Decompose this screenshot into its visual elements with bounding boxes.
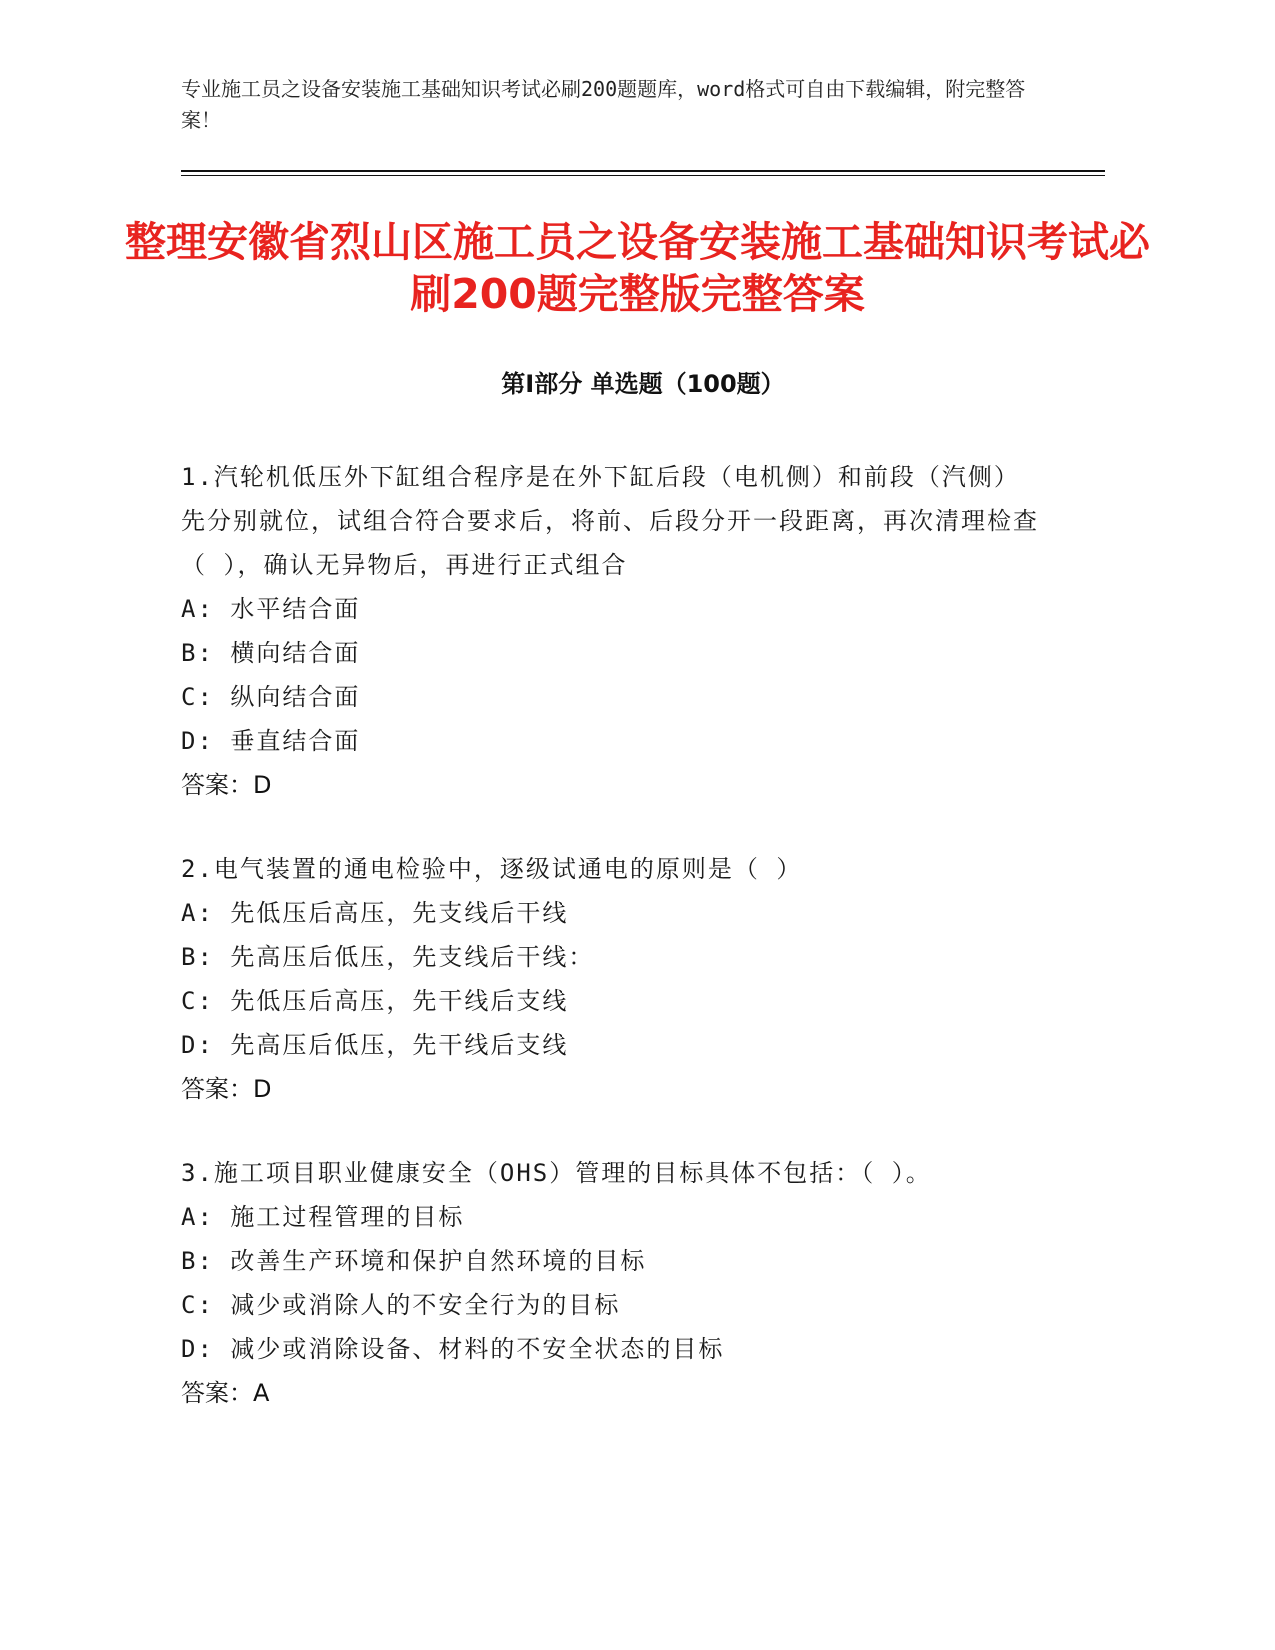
question-text: 1.汽轮机低压外下缸组合程序是在外下缸后段（电机侧）和前段（汽侧）先分别就位，试组合符合要求后，将前、后段分开一段距离，再次清理检查（ ），确认无异物后，再进行正式组合	[181, 463, 1039, 579]
answer: 答案：D	[181, 771, 272, 799]
question-text: 3.施工项目职业健康安全（OHS）管理的目标具体不包括：（ ）。	[181, 1159, 932, 1187]
option-d: D: 减少或消除设备、材料的不安全状态的目标	[181, 1335, 725, 1363]
question-1	[181, 455, 1041, 807]
option-d: D: 先高压后低压，先干线后支线	[181, 1031, 569, 1059]
document-title: 整理安徽省烈山区施工员之设备安装施工基础知识考试必刷200题完整版完整答案	[125, 218, 1150, 318]
header-divider-thick	[181, 170, 1105, 172]
question-list	[181, 455, 1041, 1455]
option-d: D: 垂直结合面	[181, 727, 361, 755]
question-2	[181, 847, 1041, 1111]
option-a: A: 施工过程管理的目标	[181, 1203, 465, 1231]
option-b: B: 先高压后低压，先支线后干线：	[181, 943, 595, 971]
answer: 答案：A	[181, 1379, 270, 1407]
option-b: B: 改善生产环境和保护自然环境的目标	[181, 1247, 647, 1275]
header-note: 专业施工员之设备安装施工基础知识考试必刷200题题库，word格式可自由下载编辑，附完整答案！	[181, 77, 1026, 132]
answer: 答案：D	[181, 1075, 272, 1103]
question-3	[181, 1151, 1041, 1415]
header-divider-thin	[181, 175, 1105, 176]
option-a: A: 水平结合面	[181, 595, 361, 623]
option-c: C: 减少或消除人的不安全行为的目标	[181, 1291, 621, 1319]
question-text: 2.电气装置的通电检验中，逐级试通电的原则是（ ）	[181, 855, 803, 883]
option-b: B: 横向结合面	[181, 639, 361, 667]
option-a: A: 先低压后高压，先支线后干线	[181, 899, 569, 927]
option-c: C: 纵向结合面	[181, 683, 361, 711]
option-c: C: 先低压后高压，先干线后支线	[181, 987, 569, 1015]
section-title: 第Ⅰ部分 单选题（100题）	[501, 370, 785, 398]
